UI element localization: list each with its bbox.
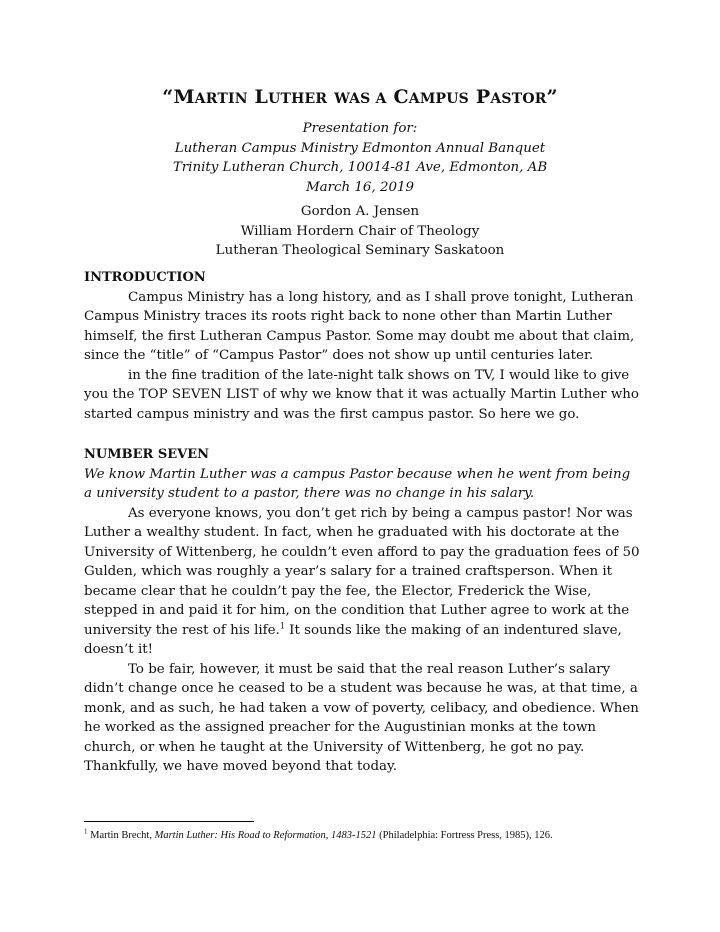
author-info xyxy=(0,202,720,261)
event-date: March 16, 2019 xyxy=(305,179,415,195)
footnote-divider xyxy=(84,821,254,822)
footnote-author: Martin Brecht, xyxy=(90,830,155,841)
author-name: Gordon A. Jensen xyxy=(300,204,420,219)
footnote-publication: (Philadelphia: Fortress Press, 1985), 126. xyxy=(376,830,553,841)
author-position: William Hordern Chair of Theology xyxy=(240,223,480,239)
number-seven-thesis: We know Martin Luther was a campus Pastor because when he went from being a university student to a pastor, there was no change in his salary. xyxy=(84,466,631,501)
footnote-number: 1 xyxy=(84,827,88,836)
event-location: Trinity Lutheran Church, 10014-81 Ave, Edmonton, AB xyxy=(172,160,548,175)
footnote-book-title: Martin Luther: His Road to Reformation, 1483-1521 xyxy=(154,830,377,841)
presentation-label: Presentation for: xyxy=(302,121,418,136)
introduction-paragraph-1: Campus Ministry has a long history, and as I shall prove tonight, Lutheran Campus Ministry traces its roots right back to none other than Martin Luther himself, the first Lutheran Campus Pastor. Some may doubt me about that claim, since the “title” of “Campus Pastor” does not show up until centuries later. xyxy=(84,289,635,363)
document-title: “MARTIN LUTHER WAS A CAMPUS PASTOR” xyxy=(162,86,558,108)
author-institution: Lutheran Theological Seminary Saskatoon xyxy=(215,243,505,258)
introduction-paragraph-2: in the fine tradition of the late-night talk shows on TV, I would like to give you the TOP SEVEN LIST of why we know that it was actually Martin Luther who started campus ministry and was the first campus pastor. So here we go. xyxy=(84,367,639,422)
number-seven-heading: NUMBER SEVEN xyxy=(84,447,210,462)
number-seven-section xyxy=(84,445,640,777)
event-name: Lutheran Campus Ministry Edmonton Annual Banquet xyxy=(174,140,546,156)
number-seven-paragraph-1: As everyone knows, you don’t get rich by being a campus pastor! Nor was Luther a wealthy student. In fact, when he graduated with his doctorate at the University of Wittenberg, he couldn’t even afford to pay the graduation fees of 50 Gulden, which was roughly a year’s salary for a trained craftsperson. When it became clear that he couldn’t pay the fee, the Elector, Frederick the Wise, stepped in and paid it for him, on the condition that Luther agree to work at the university the rest of his life.$^1$ It sounds like the making of an indentured slave, doesn’t it! xyxy=(84,505,640,657)
presentation-info xyxy=(0,119,720,197)
footnote xyxy=(84,827,644,841)
number-seven-paragraph-2: To be fair, however, it must be said that the real reason Luther’s salary didn’t change once he ceased to be a student was because he was, at that time, a monk, and as such, he had taken a vow of poverty, celibacy, and obedience. When he worked as the assigned preacher for the Augustinian monks at the town church, or when he taught at the University of Wittenberg, he got no pay. Thankfully, we have moved beyond that today. xyxy=(84,661,639,774)
footnote-reference[interactable]: 1 xyxy=(279,621,285,631)
introduction-section xyxy=(84,268,640,424)
introduction-heading: INTRODUCTION xyxy=(84,270,206,285)
